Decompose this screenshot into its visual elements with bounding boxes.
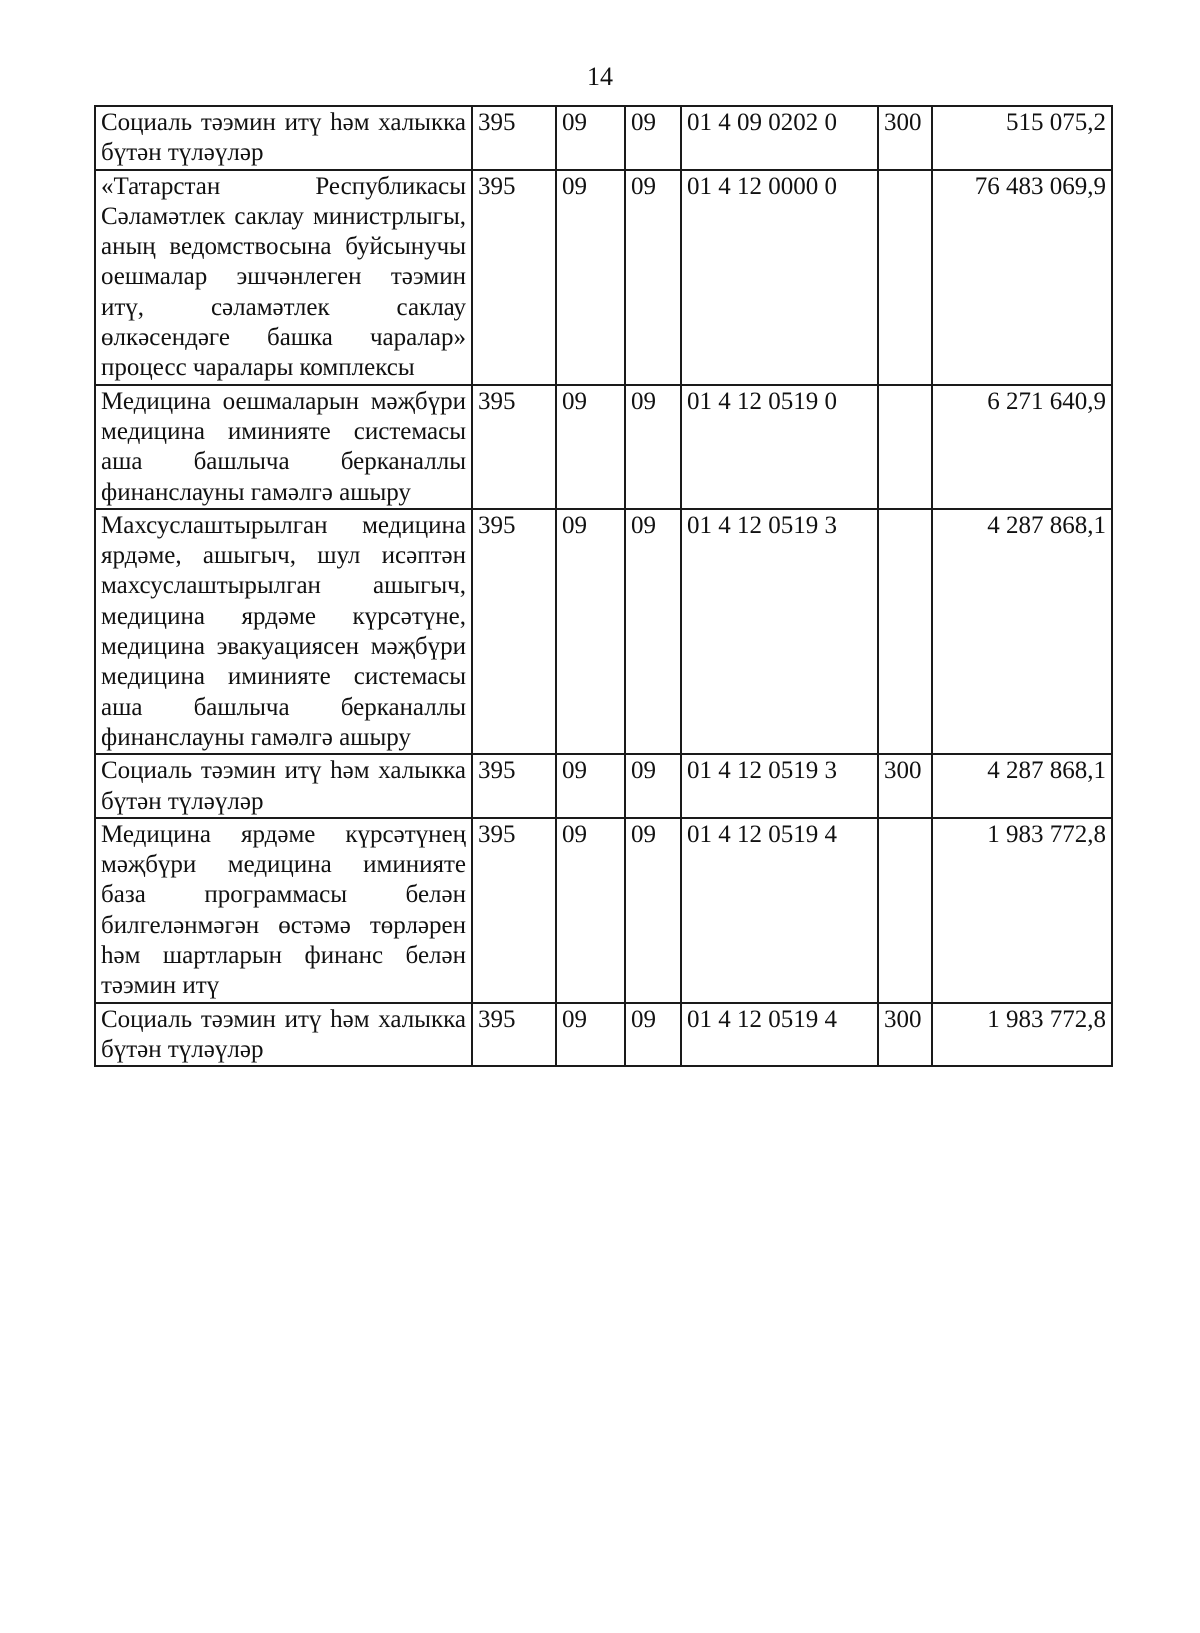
amount: 6 271 640,9	[932, 385, 1112, 509]
table-row	[95, 754, 1112, 818]
section-code: 09	[556, 509, 625, 754]
ministry-code: 395	[472, 170, 556, 385]
page-number: 14	[587, 62, 613, 91]
row-description: Социаль тәэмин итү һәм халыкка бүтән түләүләр	[95, 754, 472, 818]
expense-type-code	[878, 818, 932, 1003]
ministry-code: 395	[472, 509, 556, 754]
ministry-code: 395	[472, 1003, 556, 1067]
table-row	[95, 1003, 1112, 1067]
section-code: 09	[556, 170, 625, 385]
target-article-code: 01 4 09 0202 0	[681, 106, 878, 170]
amount: 4 287 868,1	[932, 754, 1112, 818]
target-article-code: 01 4 12 0519 4	[681, 1003, 878, 1067]
expense-type-code	[878, 509, 932, 754]
ministry-code: 395	[472, 754, 556, 818]
table-row	[95, 170, 1112, 385]
target-article-code: 01 4 12 0519 3	[681, 509, 878, 754]
amount: 4 287 868,1	[932, 509, 1112, 754]
expense-type-code	[878, 385, 932, 509]
table-row	[95, 106, 1112, 170]
target-article-code: 01 4 12 0519 0	[681, 385, 878, 509]
subsection-code: 09	[625, 1003, 681, 1067]
row-description: Социаль тәэмин итү һәм халыкка бүтән түләүләр	[95, 106, 472, 170]
amount: 1 983 772,8	[932, 1003, 1112, 1067]
subsection-code: 09	[625, 509, 681, 754]
row-description: Социаль тәэмин итү һәм халыкка бүтән түләүләр	[95, 1003, 472, 1067]
row-description: Махсуслаштырылган медицина ярдәме, ашыгыч, шул исәптән махсуслаштырылган ашыгыч, медицина ярдәме күрсәтүне, медицина эвакуациясен мәҗбүри медицина иминияте системасы аша башлыча берканаллы финанслауны гамәлгә ашыру	[95, 509, 472, 754]
subsection-code: 09	[625, 385, 681, 509]
expense-type-code: 300	[878, 754, 932, 818]
subsection-code: 09	[625, 106, 681, 170]
row-description: Медицина оешмаларын мәҗбүри медицина иминияте системасы аша башлыча берканаллы финанслауны гамәлгә ашыру	[95, 385, 472, 509]
section-code: 09	[556, 385, 625, 509]
table-row	[95, 818, 1112, 1003]
target-article-code: 01 4 12 0000 0	[681, 170, 878, 385]
target-article-code: 01 4 12 0519 3	[681, 754, 878, 818]
row-description: «Татарстан Республикасы Сәламәтлек саклау министрлыгы, аның ведомствосына буйсынучы оешмалар эшчәнлеген тәэмин итү, сәламәтлек саклау өлкәсендәге башка чаралар» процесс чаралары комплексы	[95, 170, 472, 385]
expense-type-code	[878, 170, 932, 385]
subsection-code: 09	[625, 170, 681, 385]
amount: 515 075,2	[932, 106, 1112, 170]
subsection-code: 09	[625, 818, 681, 1003]
section-code: 09	[556, 106, 625, 170]
section-code: 09	[556, 1003, 625, 1067]
budget-table	[94, 105, 1113, 1067]
section-code: 09	[556, 754, 625, 818]
row-description: Медицина ярдәме күрсәтүнең мәҗбүри медицина иминияте база программасы белән билгеләнмәгән өстәмә төрләрен һәм шартларын финанс белән тәэмин итү	[95, 818, 472, 1003]
ministry-code: 395	[472, 818, 556, 1003]
amount: 1 983 772,8	[932, 818, 1112, 1003]
section-code: 09	[556, 818, 625, 1003]
target-article-code: 01 4 12 0519 4	[681, 818, 878, 1003]
ministry-code: 395	[472, 385, 556, 509]
ministry-code: 395	[472, 106, 556, 170]
expense-type-code: 300	[878, 1003, 932, 1067]
amount: 76 483 069,9	[932, 170, 1112, 385]
subsection-code: 09	[625, 754, 681, 818]
expense-type-code: 300	[878, 106, 932, 170]
table-row	[95, 385, 1112, 509]
table-row	[95, 509, 1112, 754]
